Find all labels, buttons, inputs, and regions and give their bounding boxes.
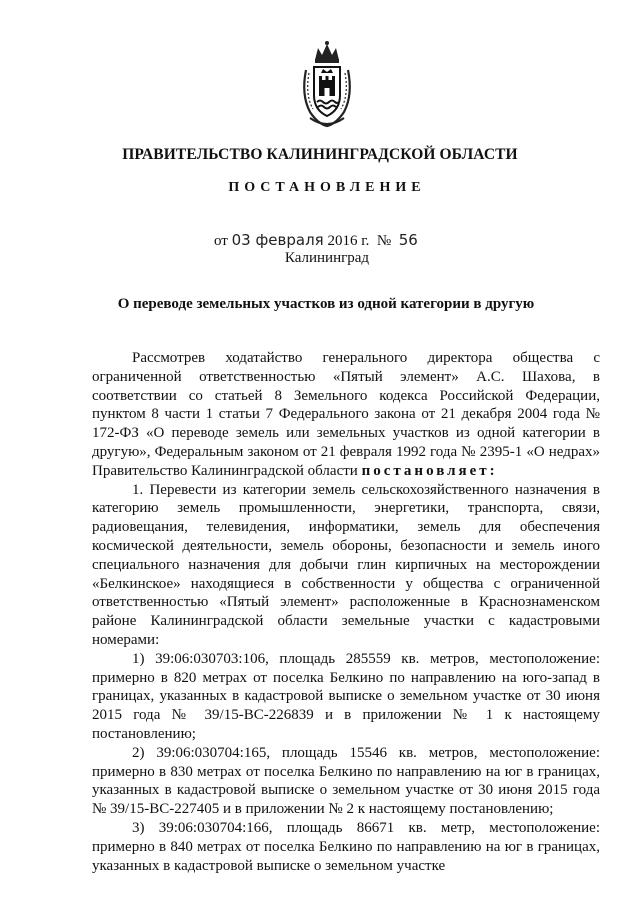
date-prefix: от [214, 233, 228, 249]
date-year: 2016 г. [327, 233, 370, 249]
document-subject: О переводе земельных участков из одной категории в другую [117, 296, 535, 312]
preamble-text: Рассмотрев ходатайство генерального директора общества с ограниченной ответственностью «Пятый элемент» А.С. Шахова, в соответствии со статьей 8 Земельного кодекса Российской Федерации, пунктом 8 части 1 статьи 7 Федерального закона от 21 декабря 2004 года № 172-ФЗ «О переводе земель или земельных участков из одной категории в другую», Федеральным законом от 21 февраля 1992 года № 2395-1 «О недрах» Правительство Калининградской области [92, 350, 600, 479]
coat-of-arms-emblem [298, 40, 356, 130]
document-body [92, 349, 600, 875]
number-sign: № [376, 233, 392, 249]
date-number-line [214, 231, 418, 250]
subitem-3-paragraph: 3) 39:06:030704:166, площадь 86671 кв. метр, местоположение: примерно в 840 метрах от поселка Белкино по направлению на юг в границах, указанных в кадастровой выписке о земельном участке [92, 819, 600, 874]
resolves-word: постановляет: [361, 462, 498, 479]
subitem-2-paragraph: 2) 39:06:030704:165, площадь 15546 кв. метров, местоположение: примерно в 830 метрах от поселка Белкино по направлению на юг в границах, указанных в кадастровой выписке о земельном участке от 30 июня 2015 года № 39/15-ВС-227405 и в приложении № 2 к настоящему постановлению; [92, 744, 600, 818]
city-name: Калининград [284, 250, 370, 266]
subitem-1-paragraph: 1) 39:06:030703:106, площадь 285559 кв. метров, местоположение: примерно в 820 метрах от поселка Белкино по направлению на юго-запад в границах, указанных в кадастровой выписке о земельном участке от 30 июня 2015 года № 39/15-ВС-226839 и в приложении № 1 к настоящему постановлению; [92, 650, 600, 742]
government-name: ПРАВИТЕЛЬСТВО КАЛИНИНГРАДСКОЙ ОБЛАСТИ [122, 146, 518, 163]
preamble-paragraph [92, 349, 600, 481]
document-type: ПОСТАНОВЛЕНИЕ [228, 180, 426, 195]
item-1-paragraph: 1. Перевести из категории земель сельскохозяйственного назначения в категорию земель промышленности, энергетики, транспорта, связи, радиовещания, телевидения, информатики, земель для обеспечения космической деятельности, земель обороны, безопасности и земель иного специального назначения для добычи глин кирпичных на месторождении «Белкинское» находящиеся в собственности у общества с ограниченной ответственностью «Пятый элемент» расположенные в Краснознаменском районе Калининградской области земельные участки с кадастровыми номерами: [92, 481, 600, 648]
date-value: 03 февраля [231, 231, 324, 249]
number-value: 56 [398, 231, 418, 249]
